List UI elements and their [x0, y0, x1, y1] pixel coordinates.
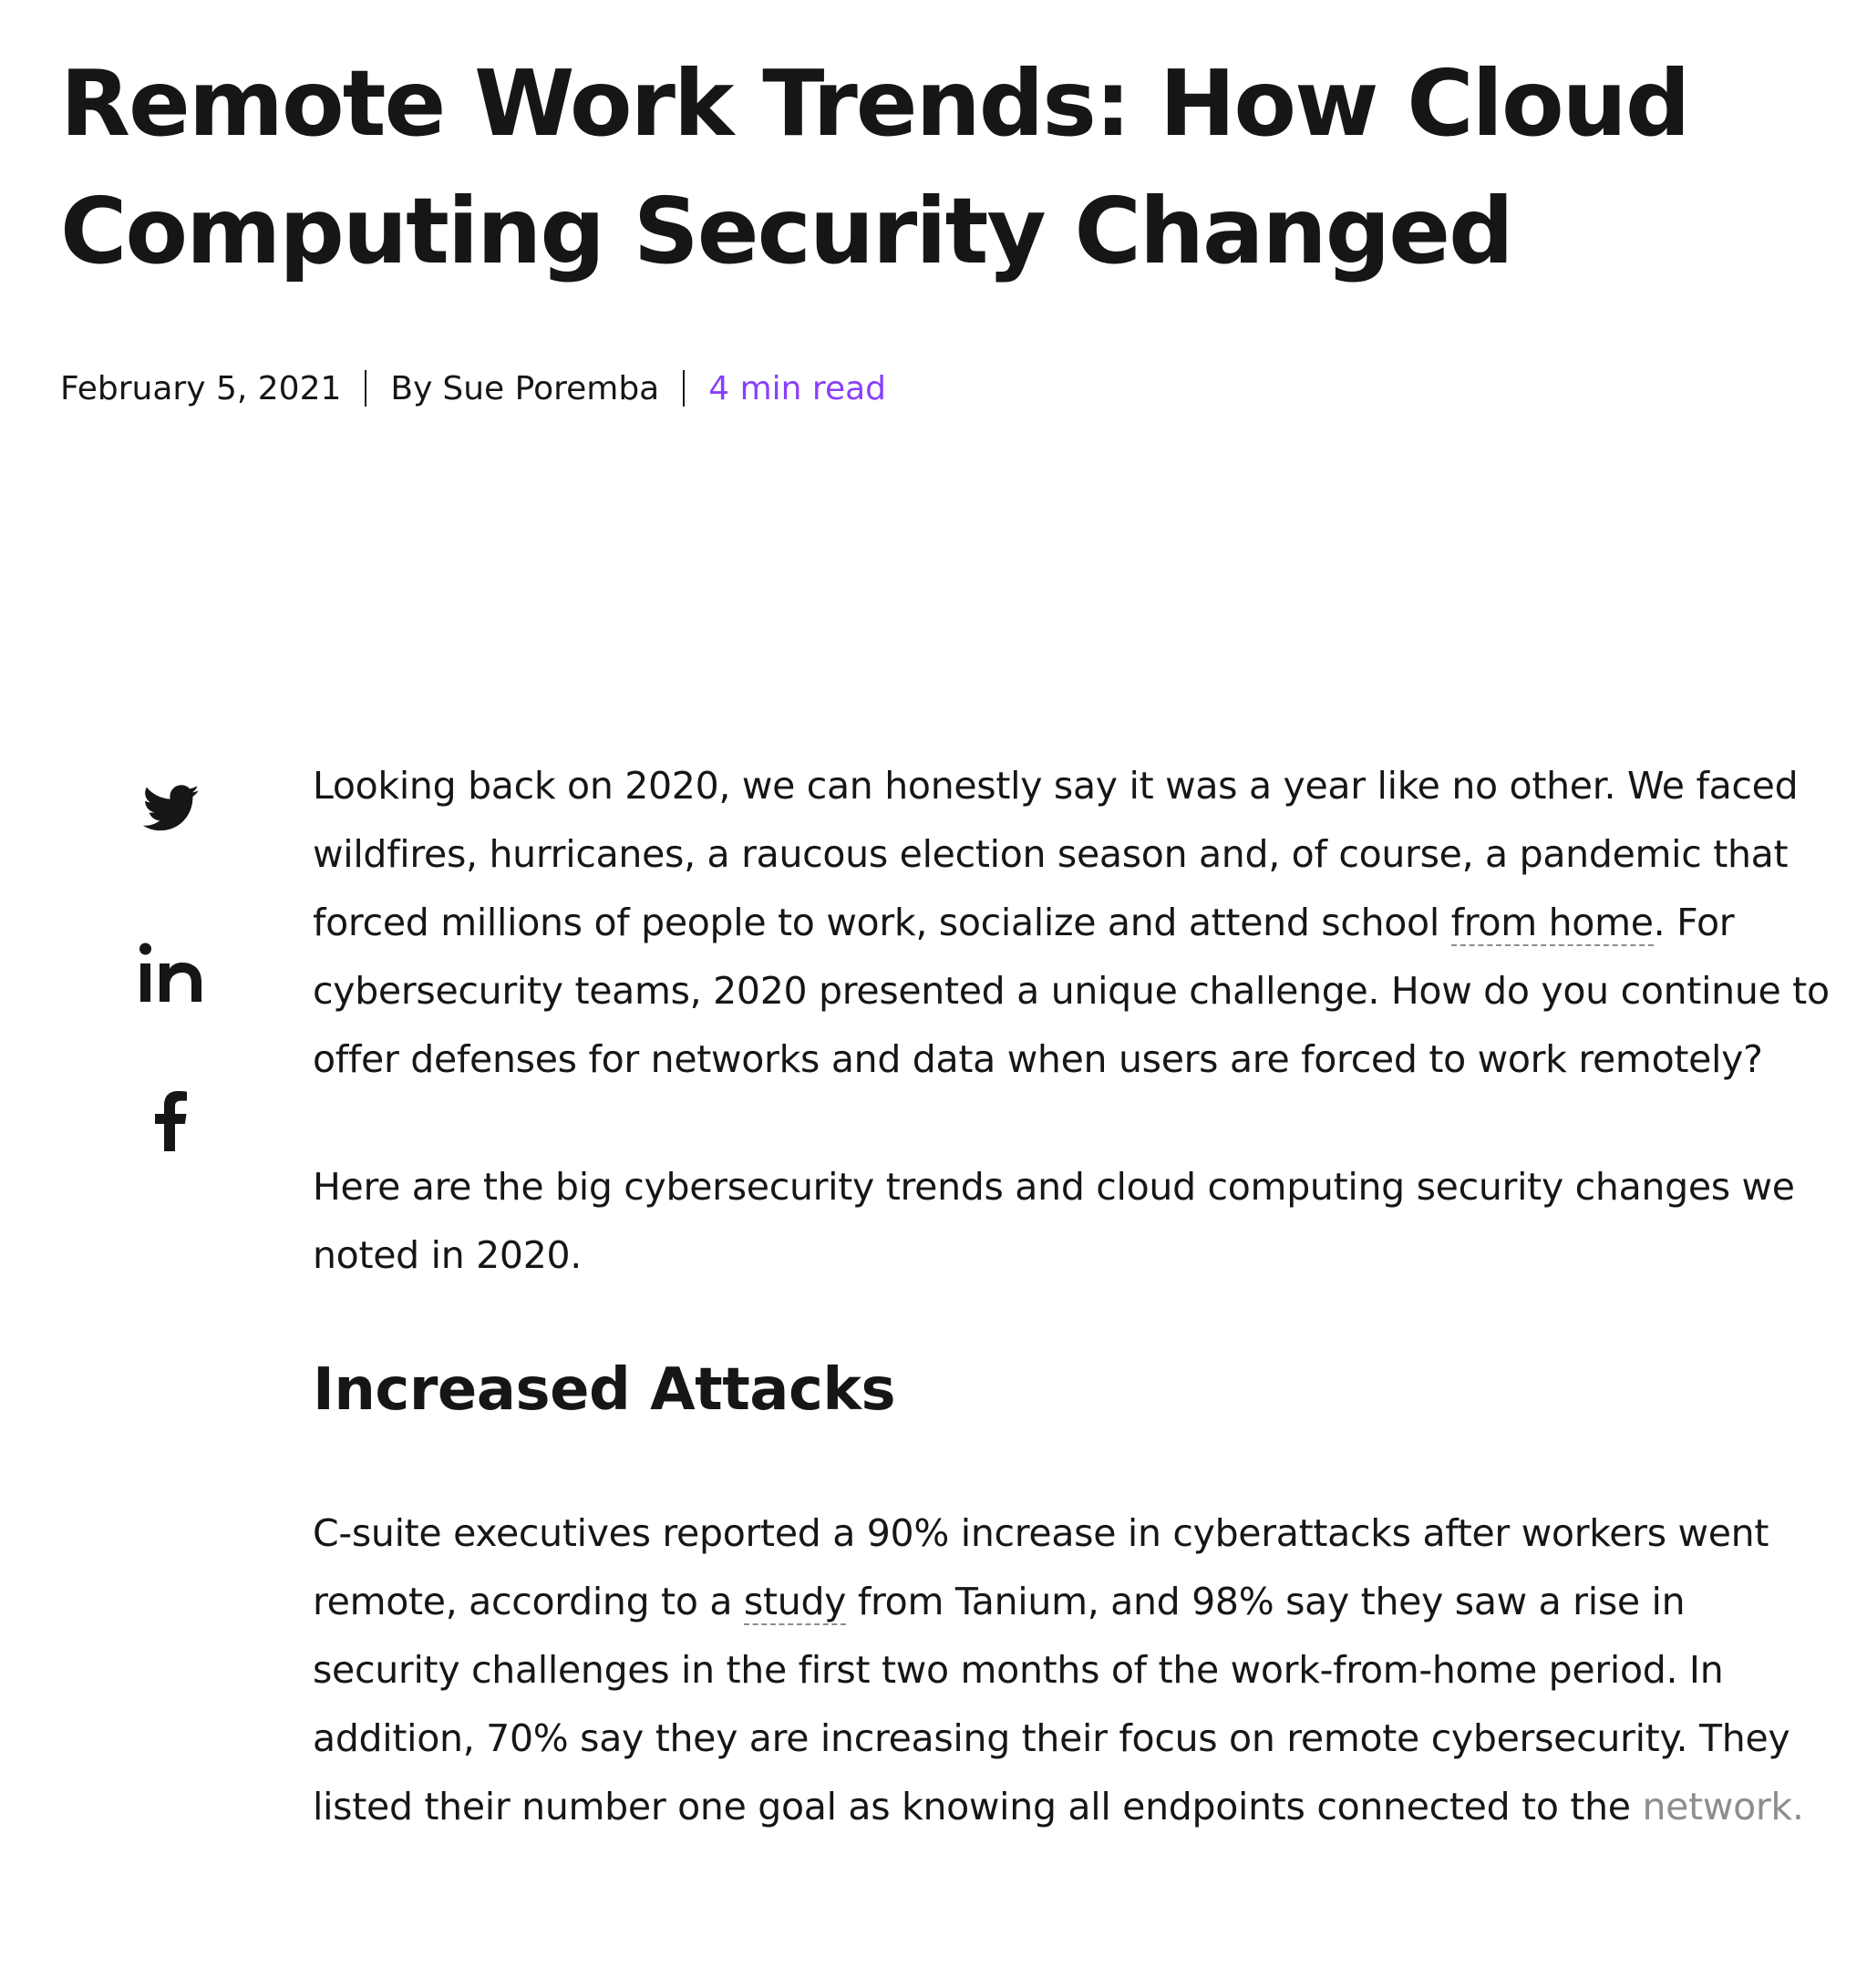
faded-text: network. — [1642, 1785, 1804, 1828]
share-linkedin-button[interactable] — [132, 932, 211, 1011]
paragraph-text: from Tanium, and 98% say they saw a rise in security challenges in the first two months of the work-from-home period. In addition, 70% say they are increasing their focus on remote cybersecurity. They listed their number one goal as knowing all endpoints connected to the — [313, 1580, 1790, 1828]
meta-divider — [683, 370, 685, 407]
article-meta — [60, 367, 886, 409]
author-name: Sue Poremba — [442, 369, 660, 407]
publish-date: February 5, 2021 — [60, 369, 342, 407]
study-link[interactable]: study — [743, 1580, 847, 1623]
linkedin-icon — [138, 940, 205, 1004]
read-time: 4 min read — [708, 369, 886, 407]
section-heading-increased-attacks: Increased Attacks — [313, 1356, 896, 1424]
facebook-icon — [155, 1091, 188, 1151]
attacks-paragraph — [313, 1499, 1835, 1841]
trends-paragraph: Here are the big cybersecurity trends and cloud computing security changes we noted in 2020. — [313, 1165, 1795, 1277]
paragraph-text: C-suite executives reported a 90% increase in cyberattacks after workers went remote, according to a — [313, 1511, 1769, 1623]
intro-paragraph — [313, 752, 1835, 1094]
share-twitter-button[interactable] — [132, 777, 211, 840]
article-title: Remote Work Trends: How Cloud Computing Security Changed — [60, 50, 1689, 284]
from-home-link[interactable]: from home — [1450, 901, 1654, 944]
article-body — [313, 752, 1835, 1841]
paragraph-text: . For cybersecurity teams, 2020 presented a unique challenge. How do you continue to offer defenses for networks and data when users are forced to work remotely? — [313, 901, 1830, 1081]
paragraph-text: Looking back on 2020, we can honestly say it was a year like no other. We faced wildfires, hurricanes, a raucous election season and, of course, a pandemic that forced millions of people to work, socialize and attend school — [313, 764, 1799, 944]
twitter-icon — [142, 785, 201, 832]
share-facebook-button[interactable] — [132, 1085, 211, 1158]
meta-divider — [365, 370, 366, 407]
byline-prefix: By — [390, 369, 433, 407]
